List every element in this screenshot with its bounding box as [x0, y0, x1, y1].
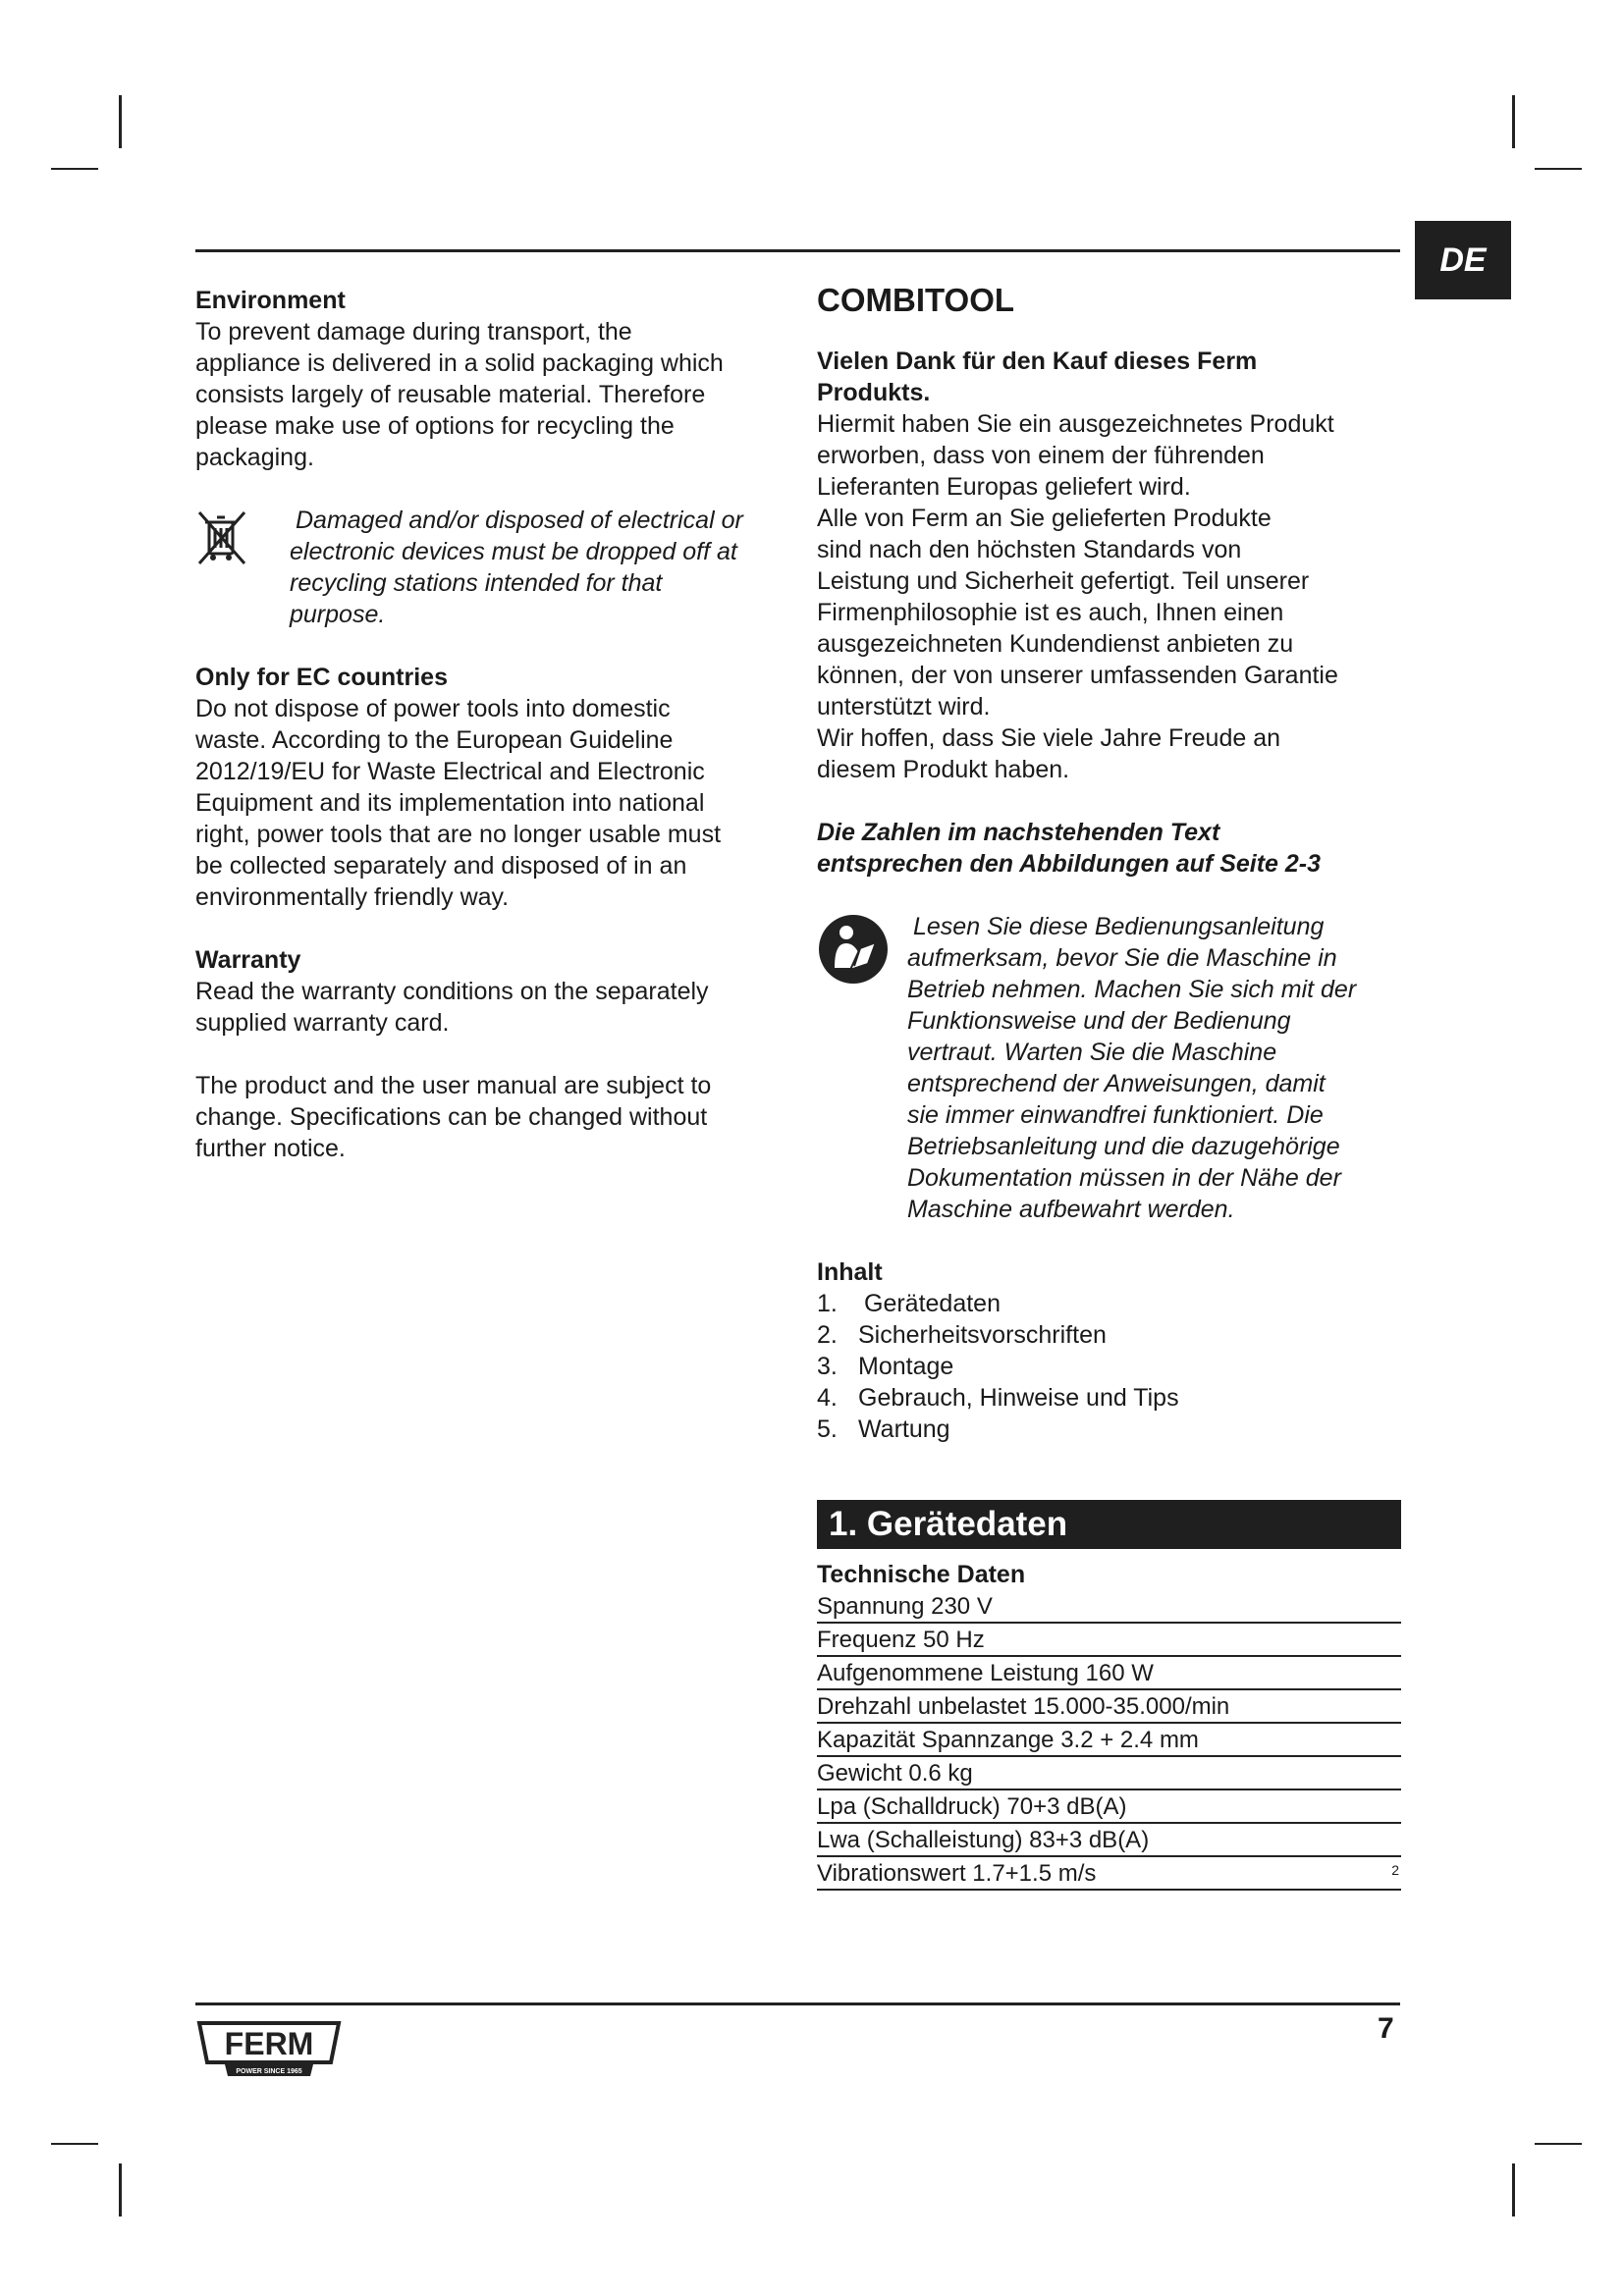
spec-row — [817, 1659, 1401, 1690]
spec-row — [817, 1859, 1401, 1891]
spec-row — [817, 1826, 1401, 1857]
crossed-bin-icon — [195, 505, 264, 577]
list-item — [817, 1414, 1401, 1445]
spec-row — [817, 1726, 1401, 1757]
text-line: vertraut. Warten Sie die Maschine — [907, 1039, 1277, 1066]
text-line: purpose. — [290, 601, 386, 628]
crop-mark — [1512, 95, 1515, 148]
text-line: 2012/19/EU for Waste Electrical and Electronic — [195, 758, 705, 785]
text-line: Firmenphilosophie ist es auch, Ihnen einen — [817, 599, 1284, 626]
weee-notice — [195, 505, 785, 630]
spec-row — [817, 1626, 1401, 1657]
text-line: aufmerksam, bevor Sie die Maschine in — [907, 944, 1337, 972]
weee-text — [264, 505, 743, 630]
warranty-heading: Warranty — [195, 946, 301, 974]
crop-mark — [1535, 2143, 1582, 2145]
text-line: please make use of options for recycling the — [195, 412, 675, 440]
thanks-text — [817, 408, 1401, 785]
list-item — [817, 1319, 1401, 1351]
logo-text: FERM — [224, 2026, 314, 2061]
crop-mark — [1535, 168, 1582, 170]
text-line: be collected separately and disposed of in an — [195, 852, 687, 880]
spec-text: Gewicht 0.6 kg — [817, 1760, 973, 1787]
item-label: Gerätedaten — [864, 1290, 1001, 1317]
figures-note — [817, 817, 1401, 880]
text-line: Leistung und Sicherheit gefertigt. Teil unserer — [817, 567, 1310, 595]
text-line: change. Specifications can be changed without — [195, 1103, 708, 1131]
text-line: Damaged and/or disposed of electrical or — [296, 507, 743, 534]
ec-heading: Only for EC countries — [195, 664, 448, 691]
item-label: Gebrauch, Hinweise und Tips — [858, 1384, 1179, 1412]
spec-text: Frequenz 50 Hz — [817, 1627, 985, 1653]
text-line: Equipment and its implementation into national — [195, 789, 705, 817]
spec-text: Lwa (Schalleistung) 83+3 dB(A) — [817, 1827, 1150, 1853]
spec-row — [817, 1759, 1401, 1790]
text-line: To prevent damage during transport, the — [195, 318, 632, 346]
text-line: packaging. — [195, 444, 314, 471]
text-line: Alle von Ferm an Sie gelieferten Produkte — [817, 505, 1272, 532]
text-line: Do not dispose of power tools into domestic — [195, 695, 671, 722]
change-notice-text — [195, 1070, 785, 1164]
text-line: Betriebsanleitung und die dazugehörige — [907, 1133, 1340, 1160]
text-line: waste. According to the European Guideline — [195, 726, 674, 754]
ec-text — [195, 693, 785, 913]
text-line: consists largely of reusable material. Therefore — [195, 381, 706, 408]
specs-heading: Technische Daten — [817, 1561, 1026, 1588]
item-number: 1. — [817, 1290, 838, 1317]
crop-mark — [1512, 2163, 1515, 2216]
text-line: sie immer einwandfrei funktioniert. Die — [907, 1101, 1324, 1129]
crop-mark — [51, 2143, 98, 2145]
right-column — [817, 282, 1401, 1891]
read-manual-icon — [817, 911, 895, 993]
thanks-heading — [817, 346, 1401, 408]
item-label: Sicherheitsvorschriften — [858, 1321, 1107, 1349]
crop-mark — [51, 168, 98, 170]
spec-text: Lpa (Schalldruck) 70+3 dB(A) — [817, 1793, 1127, 1820]
product-title: COMBITOOL — [817, 282, 1015, 318]
page-number: 7 — [1378, 2012, 1394, 2045]
list-item — [817, 1382, 1401, 1414]
text-line: appliance is delivered in a solid packaging which — [195, 349, 724, 377]
contents-list — [817, 1288, 1401, 1445]
spec-text: Aufgenommene Leistung 160 W — [817, 1660, 1154, 1686]
text-line: Hiermit haben Sie ein ausgezeichnetes Produkt — [817, 410, 1334, 438]
section-title-bar: 1. Gerätedaten — [817, 1500, 1401, 1549]
text-line: Die Zahlen im nachstehenden Text — [817, 819, 1220, 846]
left-column — [195, 285, 785, 1164]
spec-row — [817, 1692, 1401, 1724]
manual-notice — [817, 911, 1401, 1225]
item-number: 5. — [817, 1415, 838, 1443]
superscript: 2 — [1391, 1862, 1399, 1878]
text-line: Produkts. — [817, 379, 931, 406]
environment-text — [195, 316, 785, 473]
language-tab: DE — [1415, 221, 1511, 299]
item-label: Wartung — [858, 1415, 950, 1443]
specs-table — [817, 1592, 1401, 1891]
environment-heading: Environment — [195, 287, 346, 314]
text-line: further notice. — [195, 1135, 346, 1162]
crop-mark — [119, 95, 122, 148]
ferm-logo — [195, 2017, 343, 2085]
list-item — [817, 1351, 1401, 1382]
text-line: recycling stations intended for that — [290, 569, 663, 597]
text-line: entsprechend der Anweisungen, damit — [907, 1070, 1326, 1097]
text-line: können, der von unserer umfassenden Garantie — [817, 662, 1338, 689]
item-number: 4. — [817, 1384, 838, 1412]
text-line: Lesen Sie diese Bedienungsanleitung — [913, 913, 1325, 940]
text-line: Vielen Dank für den Kauf dieses Ferm — [817, 347, 1258, 375]
header-rule — [195, 249, 1400, 252]
item-number: 3. — [817, 1353, 838, 1380]
text-line: entsprechen den Abbildungen auf Seite 2-3 — [817, 850, 1322, 878]
logo-tagline: POWER SINCE 1965 — [236, 2068, 302, 2075]
text-line: Wir hoffen, dass Sie viele Jahre Freude an — [817, 724, 1281, 752]
spec-row — [817, 1592, 1401, 1624]
text-line: unterstützt wird. — [817, 693, 991, 721]
text-line: Maschine aufbewahrt werden. — [907, 1196, 1235, 1223]
spec-text: Drehzahl unbelastet 15.000-35.000/min — [817, 1693, 1230, 1720]
manual-text — [895, 911, 1356, 1225]
text-line: diesem Produkt haben. — [817, 756, 1070, 783]
text-line: The product and the user manual are subject to — [195, 1072, 712, 1099]
text-line: Lieferanten Europas geliefert wird. — [817, 473, 1191, 501]
text-line: environmentally friendly way. — [195, 883, 510, 911]
text-line: electronic devices must be dropped off at — [290, 538, 737, 565]
text-line: Funktionsweise und der Bedienung — [907, 1007, 1291, 1035]
list-item — [817, 1288, 1401, 1319]
crop-mark — [119, 2163, 122, 2216]
text-line: Dokumentation müssen in der Nähe der — [907, 1164, 1341, 1192]
text-line: right, power tools that are no longer usable must — [195, 821, 722, 848]
footer-rule — [195, 2002, 1400, 2005]
spec-text: Spannung 230 V — [817, 1593, 993, 1620]
spec-row — [817, 1792, 1401, 1824]
spec-text: Vibrationswert 1.7+1.5 m/s — [817, 1860, 1097, 1887]
contents-heading: Inhalt — [817, 1258, 883, 1286]
text-line: erworben, dass von einem der führenden — [817, 442, 1265, 469]
text-line: Betrieb nehmen. Machen Sie sich mit der — [907, 976, 1357, 1003]
text-line: sind nach den höchsten Standards von — [817, 536, 1242, 563]
text-line: ausgezeichneten Kundendienst anbieten zu — [817, 630, 1294, 658]
text-line: supplied warranty card. — [195, 1009, 450, 1037]
warranty-text — [195, 976, 785, 1039]
item-label: Montage — [858, 1353, 954, 1380]
item-number: 2. — [817, 1321, 838, 1349]
text-line: Read the warranty conditions on the separately — [195, 978, 709, 1005]
spec-text: Kapazität Spannzange 3.2 + 2.4 mm — [817, 1727, 1199, 1753]
